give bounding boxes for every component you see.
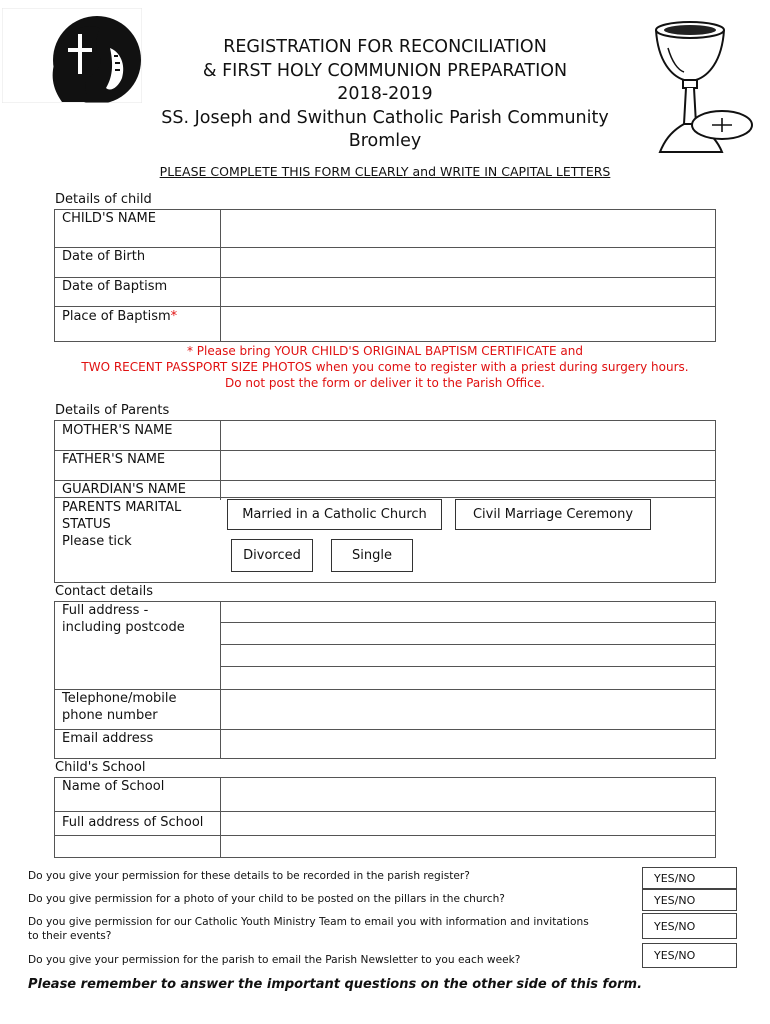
civil-marriage-option[interactable]: Civil Marriage Ceremony <box>455 499 651 530</box>
baptism-date-label: Date of Baptism <box>62 279 168 294</box>
permission-answer-4[interactable]: YES/NO <box>642 943 737 968</box>
mother-name-label: MOTHER'S NAME <box>62 423 173 438</box>
parents-section-heading: Details of Parents <box>55 403 170 418</box>
note-line-1: * Please bring YOUR CHILD'S ORIGINAL BAPTISM CERTIFICATE and <box>186 344 584 358</box>
title-line-2: & FIRST HOLY COMMUNION PREPARATION <box>202 60 568 81</box>
permission-question-2: Do you give permission for a photo of your child to be posted on the pillars in the church? <box>28 893 505 905</box>
child-name-field[interactable] <box>221 210 715 247</box>
dob-field[interactable] <box>221 248 715 277</box>
permission-answer-2[interactable]: YES/NO <box>642 889 737 911</box>
baptism-date-field[interactable] <box>221 278 715 306</box>
child-name-label: CHILD'S NAME <box>62 211 156 226</box>
permission-question-3: Do you give permission for our Catholic Youth Ministry Team to email you with information and invitations to their events? <box>28 916 589 942</box>
school-address-field[interactable] <box>221 812 715 857</box>
school-name-field[interactable] <box>221 778 715 811</box>
address-field[interactable] <box>221 602 715 689</box>
father-name-label: FATHER'S NAME <box>62 452 166 467</box>
note-line-3: Do not post the form or deliver it to the Parish Office. <box>225 376 545 390</box>
single-option[interactable]: Single <box>331 539 413 572</box>
school-section-heading: Child's School <box>55 760 146 775</box>
dob-label: Date of Birth <box>62 249 146 264</box>
permission-question-4: Do you give your permission for the parish to email the Parish Newsletter to you each week? <box>28 954 521 966</box>
title-line-4: SS. Joseph and Swithun Catholic Parish Community <box>161 107 609 128</box>
phone-label: Telephone/mobile phone number <box>62 691 177 723</box>
school-address-label: Full address of School <box>62 815 204 830</box>
father-name-field[interactable] <box>221 451 715 480</box>
married-catholic-option[interactable]: Married in a Catholic Church <box>227 499 442 530</box>
contact-section-heading: Contact details <box>55 584 154 599</box>
child-section-heading: Details of child <box>55 192 152 207</box>
mother-name-field[interactable] <box>221 421 715 450</box>
email-label: Email address <box>62 731 154 746</box>
form-instruction: PLEASE COMPLETE THIS FORM CLEARLY and WRITE IN CAPITAL LETTERS <box>159 164 611 179</box>
guardian-name-field[interactable] <box>221 481 715 497</box>
form-title <box>100 36 670 154</box>
title-line-3: 2018-2019 <box>337 84 433 105</box>
school-name-label: Name of School <box>62 779 165 794</box>
divorced-option[interactable]: Divorced <box>231 539 313 572</box>
marital-status-label: PARENTS MARITAL STATUS Please tick <box>62 500 182 549</box>
baptism-place-field[interactable] <box>221 307 715 341</box>
note-line-2: TWO RECENT PASSPORT SIZE PHOTOS when you come to register with a priest during surgery hours. <box>81 360 689 374</box>
email-field[interactable] <box>221 730 715 758</box>
address-label: Full address - including postcode <box>62 603 185 635</box>
baptism-place-label: Place of Baptism* <box>62 309 178 324</box>
phone-field[interactable] <box>221 690 715 729</box>
title-line-1: REGISTRATION FOR RECONCILIATION <box>223 37 547 57</box>
footer-reminder: Please remember to answer the important questions on the other side of this form. <box>28 977 643 992</box>
permission-answer-1[interactable]: YES/NO <box>642 867 737 889</box>
permission-answer-3[interactable]: YES/NO <box>642 913 737 939</box>
title-line-5: Bromley <box>348 131 422 152</box>
permission-question-1: Do you give your permission for these details to be recorded in the parish register? <box>28 870 470 882</box>
guardian-name-label: GUARDIAN'S NAME <box>62 482 186 497</box>
